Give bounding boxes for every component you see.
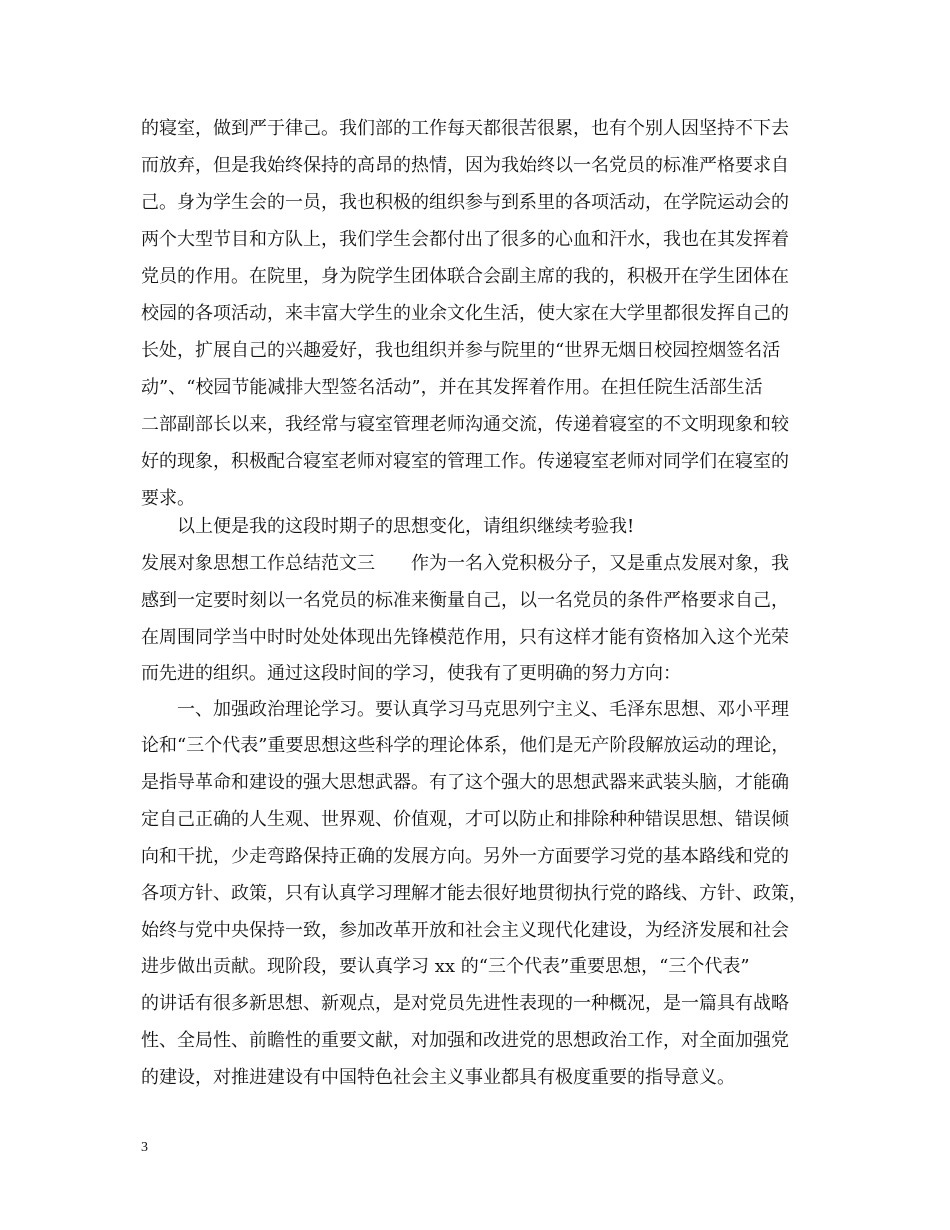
text-line: 进步做出贡献。现阶段，要认真学习 xx 的“三个代表”重要思想，“三个代表” — [141, 956, 750, 977]
text-line: 二部副部长以来，我经常与寝室管理老师沟通交流，传递着寝室的不文明现象和较 — [141, 414, 789, 435]
text-line: 向和干扰，少走弯路保持正确的发展方向。另外一方面要学习党的基本路线和党的 — [141, 846, 789, 867]
text-line: 感到一定要时刻以一名党员的标准来衡量自己，以一名党员的条件严格要求自己， — [141, 590, 789, 611]
text-line: 校园的各项活动，来丰富大学生的业余文化生活，使大家在大学里都很发挥自己的 — [141, 303, 789, 324]
text-line: 是指导革命和建设的强大思想武器。有了这个强大的思想武器来武装头脑，才能确 — [141, 772, 789, 793]
text-line: 而放弃，但是我始终保持的高昂的热情，因为我始终以一名党员的标准严格要求自 — [141, 155, 789, 176]
text-line: 的寝室，做到严于律己。我们部的工作每天都很苦很累，也有个别人因坚持不下去 — [141, 118, 789, 139]
text-line: 两个大型节目和方队上，我们学生会都付出了很多的心血和汗水，我也在其发挥着 — [141, 229, 789, 250]
text-line: 始终与党中央保持一致，参加改革开放和社会主义现代化建设，为经济发展和社会 — [141, 920, 789, 941]
text-line: 在周围同学当中时时处处体现出先锋模范作用，只有这样才能有资格加入这个光荣 — [141, 627, 789, 648]
text-line: 好的现象，积极配合寝室老师对寝室的管理工作。传递寝室老师对同学们在寝室的 — [141, 451, 789, 472]
text-line: 一、加强政治理论学习。要认真学习马克思列宁主义、毛泽东思想、邓小平理 — [141, 699, 789, 720]
text-line: 己。身为学生会的一员，我也积极的组织参与到系里的各项活动，在学院运动会的 — [141, 192, 789, 213]
text-line: 动”、“校园节能减排大型签名活动”，并在其发挥着作用。在担任院生活部生活 — [141, 377, 763, 398]
text-line: 而先进的组织。通过这段时间的学习，使我有了更明确的努力方向： — [141, 663, 681, 684]
text-line: 要求。 — [141, 488, 195, 509]
text-line: 的讲话有很多新思想、新观点，是对党员先进性表现的一种概况，是一篇具有战略 — [141, 993, 789, 1014]
text-line: 以上便是我的这段时期子的思想变化，请组织继续考验我! — [141, 516, 635, 537]
section-heading-line: 发展对象思想工作总结范文三 作为一名入党积极分子，又是重点发展对象，我 — [141, 553, 789, 574]
text-line: 党员的作用。在院里，身为院学生团体联合会副主席的我的，积极开在学生团体在 — [141, 266, 789, 287]
text-line: 论和“三个代表”重要思想这些科学的理论体系，他们是无产阶段解放运动的理论， — [141, 735, 790, 756]
text-line: 定自己正确的人生观、世界观、价值观，才可以防止和排除种种错误思想、错误倾 — [141, 809, 789, 830]
text-line: 长处，扩展自己的兴趣爱好，我也组织并参与院里的“世界无烟日校园控烟签名活 — [141, 340, 781, 361]
text-line: 性、全局性、前瞻性的重要文献，对加强和改进党的思想政治工作，对全面加强党 — [141, 1030, 789, 1051]
page-number: 3 — [141, 1140, 148, 1155]
text-line: 各项方针、政策，只有认真学习理解才能去很好地贯彻执行党的路线、方针、政策， — [141, 883, 807, 904]
text-line: 的建设，对推进建设有中国特色社会主义事业都具有极度重要的指导意义。 — [141, 1067, 735, 1088]
